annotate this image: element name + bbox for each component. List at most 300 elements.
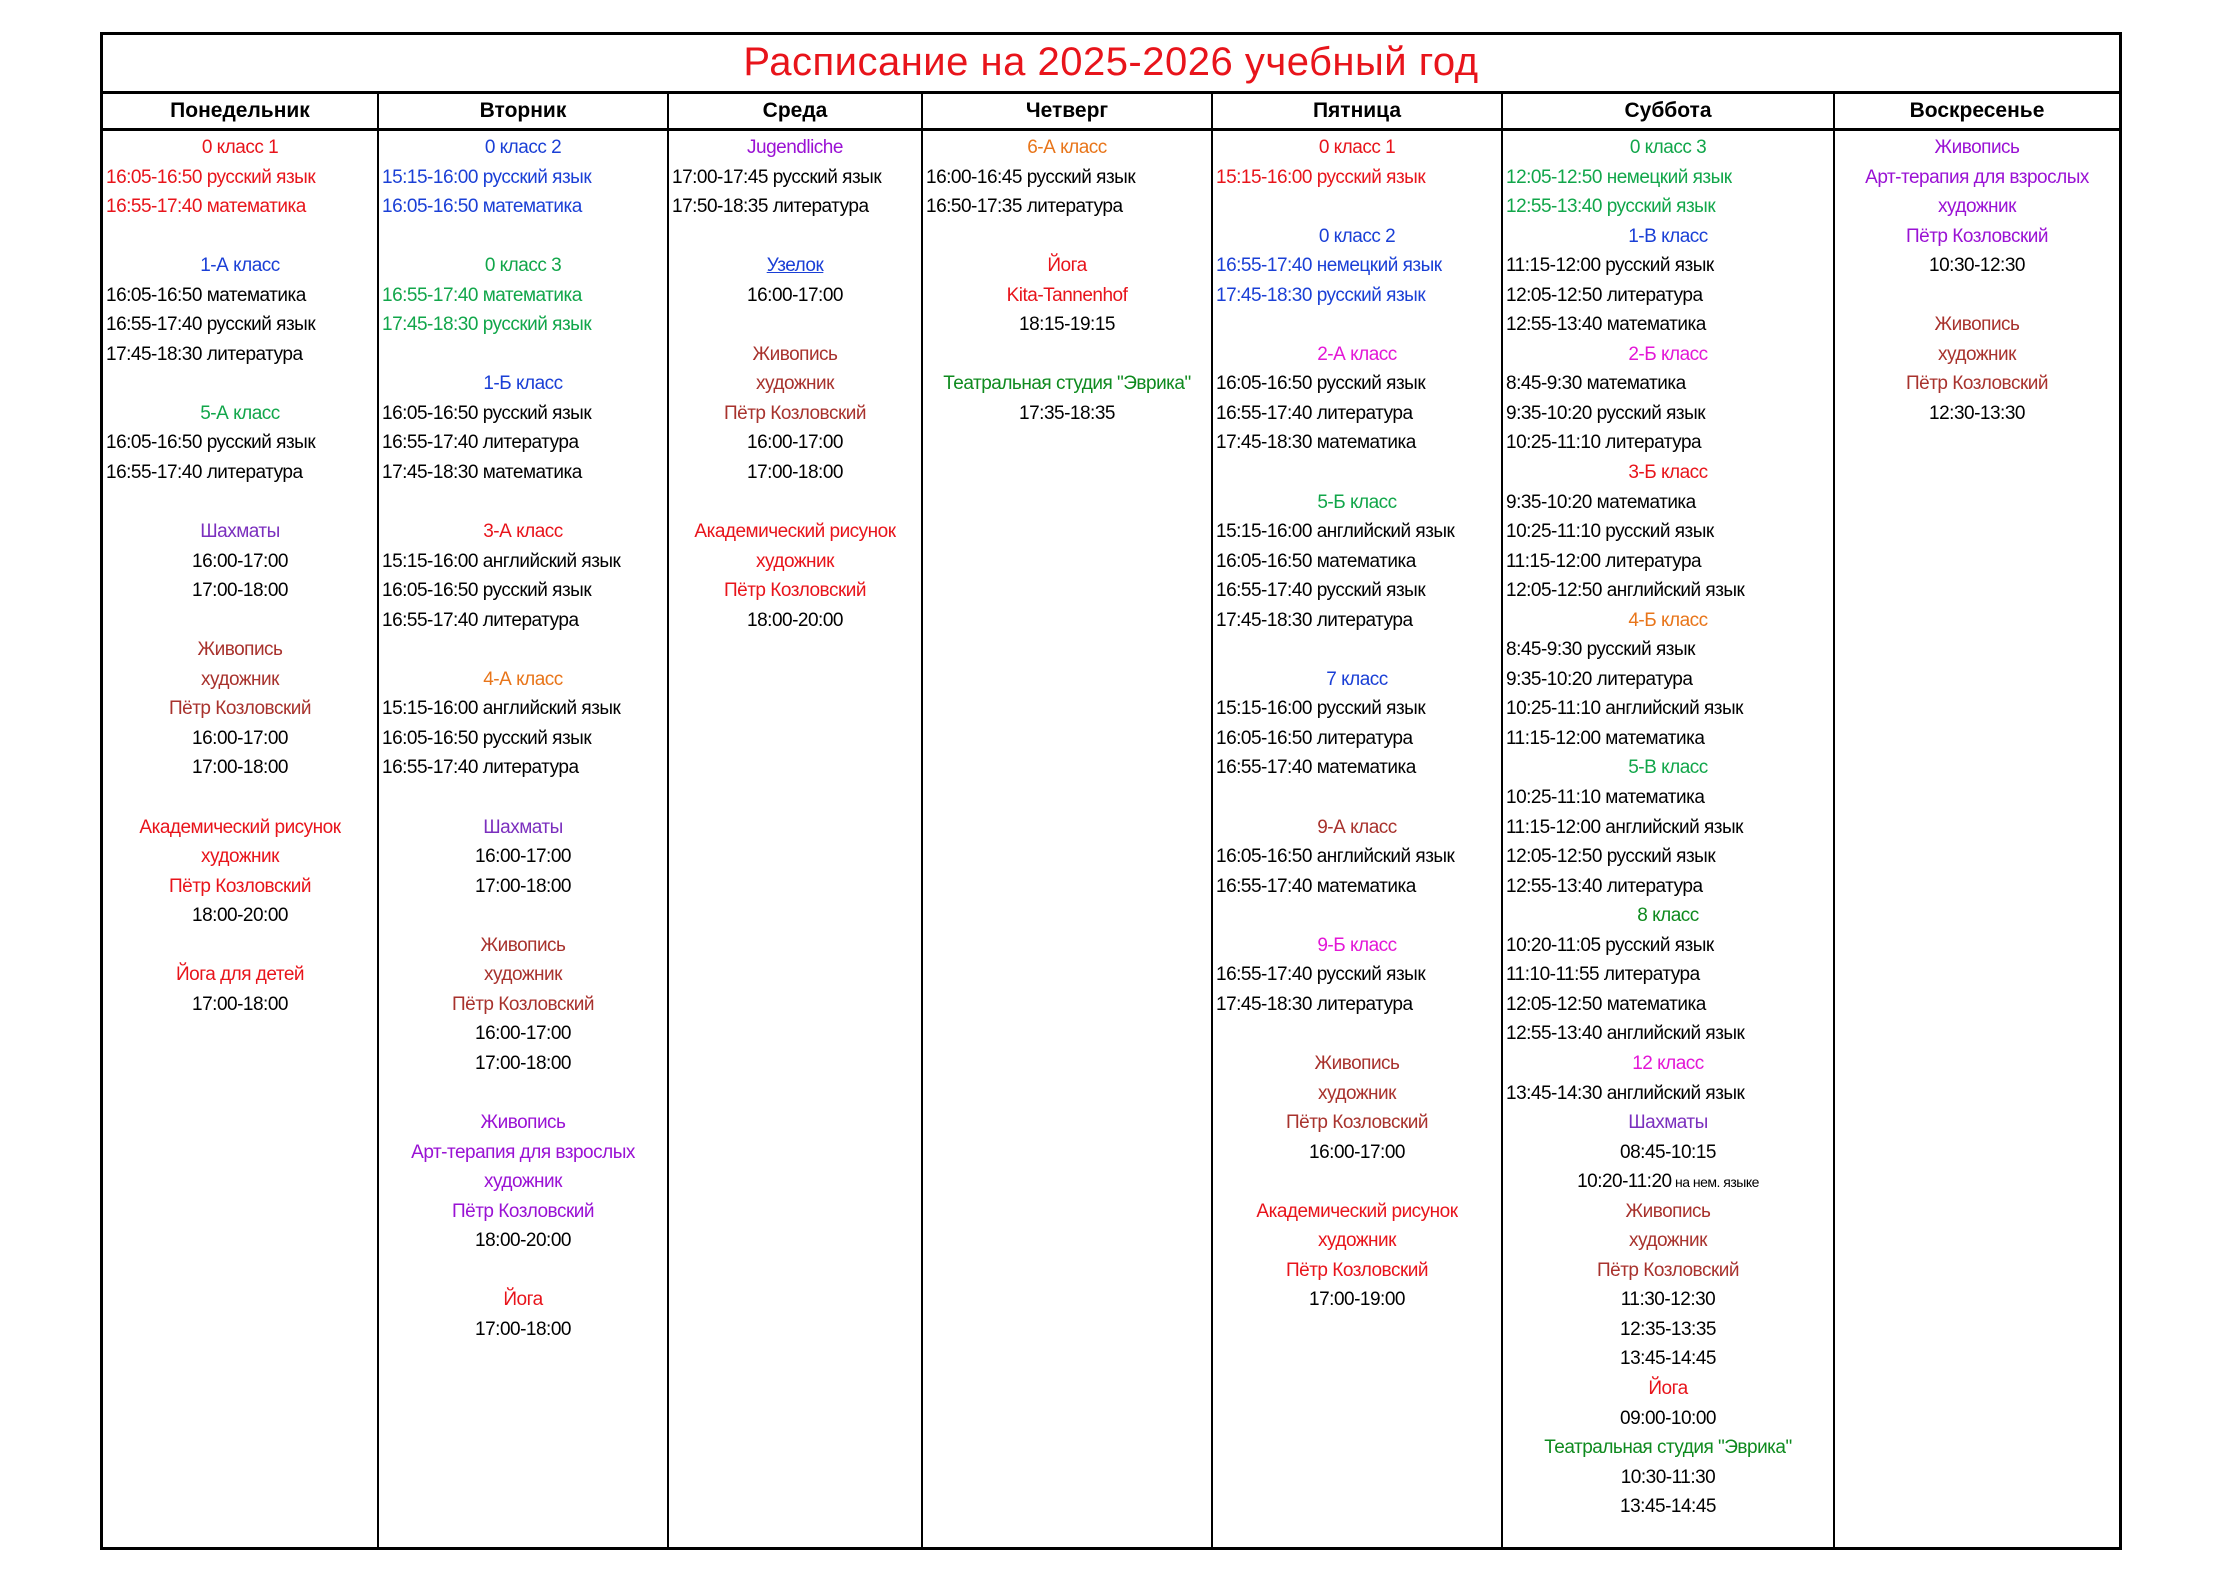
schedule-line: [1503, 458, 1833, 488]
schedule-line: [923, 163, 1211, 193]
blank-line: [103, 222, 377, 252]
schedule-line: [1213, 931, 1501, 961]
schedule-line: [103, 547, 377, 577]
schedule-line-text: 13:45-14:45: [1620, 1496, 1716, 1518]
schedule-line-text: 5-А класс: [200, 402, 280, 424]
schedule-line-text: 12:05-12:50 математика: [1506, 993, 1706, 1015]
schedule-line-text: Йога: [1648, 1377, 1688, 1399]
day-column-tuesday: [377, 94, 667, 1550]
schedule-line-text: 8:45-9:30 математика: [1506, 373, 1686, 395]
schedule-line: [379, 872, 667, 902]
schedule-line: [103, 340, 377, 370]
schedule-line-text: 15:15-16:00 русский язык: [382, 166, 592, 188]
blank-line: [1213, 192, 1501, 222]
schedule-line-text: 2-Б класс: [1628, 343, 1708, 365]
day-column-wednesday: [667, 94, 921, 1550]
schedule-line-text: художник: [756, 373, 834, 395]
schedule-line: [103, 901, 377, 931]
schedule-line-text: 0 класс 3: [1629, 137, 1707, 158]
schedule-line: [1503, 399, 1833, 429]
schedule-line: [379, 665, 667, 695]
schedule-line-text: 16:05-16:50 русский язык: [382, 580, 592, 602]
schedule-line: [1213, 576, 1501, 606]
schedule-line: [669, 606, 921, 636]
blank-line: [1213, 310, 1501, 340]
blank-line: [103, 931, 377, 961]
schedule-line: [1503, 1019, 1833, 1049]
schedule-line: [923, 251, 1211, 281]
schedule-line-text: Живопись: [752, 343, 838, 365]
day-header: Суббота: [1503, 94, 1833, 131]
schedule-line: [1835, 222, 2119, 252]
blank-line: [379, 635, 667, 665]
schedule-line: [1503, 547, 1833, 577]
schedule-line: [103, 399, 377, 429]
schedule-line-text: 18:00-20:00: [475, 1230, 571, 1252]
schedule-line-text: 10:30-12:30: [1929, 255, 2025, 277]
schedule-line: [1213, 1256, 1501, 1286]
schedule-line: [669, 133, 921, 163]
schedule-line-text: художник: [1318, 1230, 1396, 1252]
blank-line: [379, 901, 667, 931]
schedule-line-text: 16:55-17:40 русский язык: [106, 314, 316, 336]
schedule-line-text: Живопись: [1314, 1052, 1400, 1074]
schedule-line-text: 17:45-18:30 литература: [1216, 993, 1413, 1015]
schedule-line-text: Йога для детей: [175, 964, 304, 986]
schedule-line-text: 16:05-16:50 русский язык: [382, 402, 592, 424]
schedule-line: [379, 1138, 667, 1168]
schedule-line: [923, 281, 1211, 311]
schedule-line-text: Пётр Козловский: [724, 580, 866, 602]
schedule-line-text: 16:00-17:00: [475, 1023, 571, 1045]
schedule-line: [379, 428, 667, 458]
schedule-line-text: 17:00-19:00: [1309, 1289, 1405, 1311]
schedule-line: [1213, 990, 1501, 1020]
day-column-monday: [103, 94, 377, 1550]
schedule-line: [1835, 251, 2119, 281]
schedule-line-text: Пётр Козловский: [452, 993, 594, 1015]
schedule-line: [1213, 428, 1501, 458]
schedule-line-text: 16:55-17:40 математика: [382, 284, 582, 306]
schedule-line-text: 1-А класс: [200, 255, 280, 277]
schedule-line-text: 10:20-11:05 русский язык: [1506, 934, 1714, 956]
schedule-line-text: 15:15-16:00 русский язык: [1216, 698, 1426, 720]
schedule-line: [103, 753, 377, 783]
schedule-line-text: 3-А класс: [483, 521, 563, 543]
blank-line: [923, 340, 1211, 370]
blank-line: [669, 310, 921, 340]
schedule-line-text: 12:55-13:40 литература: [1506, 875, 1703, 897]
schedule-line-text: 8 класс: [1637, 905, 1699, 927]
schedule-line: [923, 399, 1211, 429]
schedule-line: [1213, 753, 1501, 783]
day-column-thursday: [921, 94, 1211, 1550]
schedule-line-text: 16:05-16:50 русский язык: [106, 166, 316, 188]
schedule-line: [1503, 369, 1833, 399]
schedule-line-text: 4-А класс: [483, 668, 563, 690]
schedule-line: [379, 1167, 667, 1197]
schedule-line: [103, 458, 377, 488]
schedule-line: [1213, 872, 1501, 902]
schedule-line-text: 7 класс: [1326, 668, 1388, 690]
schedule-line-text: 5-Б класс: [1317, 491, 1397, 513]
schedule-line: [1503, 1285, 1833, 1315]
schedule-line: [103, 163, 377, 193]
schedule-line: [379, 1049, 667, 1079]
schedule-line-text: 3-Б класс: [1628, 462, 1708, 484]
schedule-line: [1835, 310, 2119, 340]
schedule-line: [1213, 488, 1501, 518]
day-schedule: [1503, 131, 1833, 1522]
schedule-line: [669, 428, 921, 458]
schedule-line-text: 15:15-16:00 английский язык: [382, 698, 621, 720]
schedule-line: [1503, 635, 1833, 665]
schedule-line-text: 16:00-17:00: [1309, 1141, 1405, 1163]
schedule-line-text: 6-А класс: [1027, 137, 1107, 158]
schedule-line: [1835, 369, 2119, 399]
schedule-line-text: Пётр Козловский: [452, 1200, 594, 1222]
schedule-line-text: Пётр Козловский: [1906, 373, 2048, 395]
schedule-line-text: 9:35-10:20 литература: [1506, 668, 1693, 690]
schedule-line-text: Арт-терапия для взрослых: [411, 1141, 635, 1163]
schedule-line: [103, 724, 377, 754]
schedule-line: [1503, 1226, 1833, 1256]
schedule-line-text: Театральная студия "Эврика": [943, 373, 1191, 395]
schedule-line: [379, 1315, 667, 1345]
schedule-line-text: 16:55-17:40 литература: [1216, 402, 1413, 424]
schedule-line-text: Театральная студия "Эврика": [1544, 1437, 1792, 1459]
schedule-line-text: 17:45-18:30 литература: [1216, 609, 1413, 631]
blank-line: [1213, 901, 1501, 931]
schedule-line-text: 16:55-17:40 математика: [106, 196, 306, 218]
schedule-line-text: Jugendliche: [747, 137, 843, 158]
schedule-line: [669, 517, 921, 547]
schedule-line: [1835, 192, 2119, 222]
schedule-line: [1503, 222, 1833, 252]
blank-line: [1213, 1019, 1501, 1049]
schedule-line-text: 16:05-16:50 математика: [106, 284, 306, 306]
schedule-line: [379, 931, 667, 961]
schedule-line: [1835, 399, 2119, 429]
schedule-line: [1503, 753, 1833, 783]
schedule-line-text: Пётр Козловский: [1286, 1259, 1428, 1281]
schedule-line-text: 12:05-12:50 литература: [1506, 284, 1703, 306]
schedule-line: [379, 517, 667, 547]
schedule-line-text: Kita-Tannenhof: [1006, 284, 1128, 306]
schedule-line: [1503, 488, 1833, 518]
schedule-line-text: 17:45-18:30 русский язык: [1216, 284, 1426, 306]
schedule-line: [1213, 960, 1501, 990]
schedule-line: [669, 547, 921, 577]
schedule-line-text: 9-Б класс: [1317, 934, 1397, 956]
schedule-line: [1213, 133, 1501, 163]
schedule-line-text: 17:45-18:30 математика: [1216, 432, 1416, 454]
schedule-line: [1503, 340, 1833, 370]
schedule-line-text: 10:25-11:10 литература: [1506, 432, 1702, 454]
blank-line: [379, 1079, 667, 1109]
schedule-line: [1213, 842, 1501, 872]
schedule-line: [1213, 813, 1501, 843]
schedule-line-text: художник: [1938, 343, 2016, 365]
blank-line: [103, 783, 377, 813]
schedule-line: [1503, 724, 1833, 754]
schedule-line-text: 16:05-16:50 английский язык: [1216, 846, 1455, 868]
schedule-line: [103, 842, 377, 872]
schedule-line-text: 9-А класс: [1317, 816, 1397, 838]
blank-line: [669, 488, 921, 518]
blank-line: [1213, 458, 1501, 488]
schedule-line-text: 0 класс 2: [1318, 225, 1396, 247]
schedule-line: [1213, 606, 1501, 636]
schedule-line: [1213, 694, 1501, 724]
schedule-line: [1503, 310, 1833, 340]
schedule-line-text: Живопись: [1934, 314, 2020, 336]
schedule-line-text: 16:55-17:40 математика: [1216, 875, 1416, 897]
schedule-line: [379, 960, 667, 990]
schedule-line-text: 16:05-16:50 литература: [1216, 727, 1413, 749]
schedule-line: [923, 310, 1211, 340]
schedule-line-text: 11:30-12:30: [1620, 1289, 1716, 1311]
schedule-line: [1503, 931, 1833, 961]
schedule-line: [379, 753, 667, 783]
schedule-line: [669, 369, 921, 399]
schedule-line: [103, 635, 377, 665]
schedule-line: [1503, 842, 1833, 872]
schedule-line-text: художник: [201, 668, 279, 690]
schedule-line: [379, 813, 667, 843]
schedule-line-text: 11:15-12:00 математика: [1506, 727, 1705, 749]
day-column-friday: [1211, 94, 1501, 1550]
schedule-line-text: 11:10-11:55 литература: [1506, 964, 1700, 986]
day-header: Понедельник: [103, 94, 377, 131]
schedule-line-text: 17:00-18:00: [475, 875, 571, 897]
schedule-line: [923, 192, 1211, 222]
schedule-line: [1213, 1049, 1501, 1079]
blank-line: [379, 222, 667, 252]
schedule-line: [103, 813, 377, 843]
schedule-line: [1213, 251, 1501, 281]
schedule-line: [1213, 399, 1501, 429]
schedule-line: [103, 192, 377, 222]
schedule-line-text: 13:45-14:45: [1620, 1348, 1716, 1370]
schedule-line-text: 16:00-17:00: [192, 727, 288, 749]
schedule-line: [379, 251, 667, 281]
schedule-line: [103, 872, 377, 902]
schedule-line: [1503, 192, 1833, 222]
schedule-line-text: 1-В класс: [1628, 225, 1708, 247]
schedule-line: [1835, 163, 2119, 193]
schedule-line: [1213, 281, 1501, 311]
schedule-line: [669, 576, 921, 606]
schedule-line-text: 17:00-18:00: [475, 1052, 571, 1074]
day-header: Пятница: [1213, 94, 1501, 131]
schedule-line: [1503, 1108, 1833, 1138]
schedule-line-text: 1-Б класс: [483, 373, 563, 395]
schedule-line-text: 4-Б класс: [1628, 609, 1708, 631]
schedule-line: [1503, 1492, 1833, 1522]
schedule-line: [1213, 724, 1501, 754]
schedule-line-text: Живопись: [1934, 137, 2020, 158]
schedule-line-text: Живопись: [480, 1112, 566, 1134]
schedule-line-text: 16:55-17:40 литература: [382, 757, 579, 779]
schedule-line-text: Пётр Козловский: [169, 875, 311, 897]
schedule-line: [1503, 990, 1833, 1020]
schedule-line: [1503, 783, 1833, 813]
day-schedule: [669, 131, 921, 635]
schedule-line-text: художник: [1318, 1082, 1396, 1104]
schedule-line-text: Шахматы: [1628, 1112, 1708, 1134]
blank-line: [379, 1256, 667, 1286]
schedule-line-text: 17:35-18:35: [1019, 402, 1115, 424]
day-header: Среда: [669, 94, 921, 131]
schedule-line: [1503, 163, 1833, 193]
day-schedule: [103, 131, 377, 1019]
schedule-line: [1503, 1463, 1833, 1493]
schedule-line: [103, 251, 377, 281]
schedule-line: [1503, 1049, 1833, 1079]
schedule-line: [1503, 1138, 1833, 1168]
schedule-line-text: 16:05-16:50 русский язык: [106, 432, 316, 454]
schedule-line-text: Пётр Козловский: [1597, 1259, 1739, 1281]
schedule-line-text: 16:05-16:50 русский язык: [1216, 373, 1426, 395]
schedule-line: [1213, 163, 1501, 193]
day-header: Четверг: [923, 94, 1211, 131]
schedule-line-text: 12:05-12:50 немецкий язык: [1506, 166, 1732, 188]
schedule-line-text: Академический рисунок: [1256, 1200, 1458, 1222]
schedule-line-text: 16:55-17:40 математика: [1216, 757, 1416, 779]
schedule-line-text: Шахматы: [483, 816, 563, 838]
schedule-line-text: 17:45-18:30 математика: [382, 462, 582, 484]
schedule-line: [379, 133, 667, 163]
schedule-line: [1835, 133, 2119, 163]
schedule-line-text: 17:00-18:00: [192, 580, 288, 602]
schedule-line: [1213, 1108, 1501, 1138]
schedule-line-text: Пётр Козловский: [1286, 1112, 1428, 1134]
schedule-line-text: художник: [756, 550, 834, 572]
schedule-line-text: художник: [201, 846, 279, 868]
schedule-line-text: 16:55-17:40 русский язык: [1216, 964, 1426, 986]
schedule-grid: [103, 94, 2119, 1550]
schedule-line-text: 0 класс 2: [484, 137, 562, 158]
schedule-line: [379, 547, 667, 577]
schedule-line-text: Живопись: [480, 934, 566, 956]
schedule-line: [1503, 606, 1833, 636]
schedule-line: [1213, 340, 1501, 370]
day-schedule: [1213, 131, 1501, 1315]
schedule-line-text: 12 класс: [1632, 1052, 1704, 1074]
schedule-line-text: Йога: [1047, 255, 1087, 277]
schedule-line: [669, 163, 921, 193]
schedule-line-text: Пётр Козловский: [169, 698, 311, 720]
schedule-line: [1213, 1138, 1501, 1168]
schedule-line: [1835, 340, 2119, 370]
schedule-line: [379, 163, 667, 193]
schedule-line-text: 12:55-13:40 русский язык: [1506, 196, 1716, 218]
schedule-line: [1503, 1344, 1833, 1374]
schedule-line: [1503, 1079, 1833, 1109]
schedule-line: [1503, 813, 1833, 843]
schedule-line-text: 12:30-13:30: [1929, 402, 2025, 424]
schedule-line-text: 12:35-13:35: [1620, 1318, 1716, 1340]
schedule-line: [1213, 547, 1501, 577]
schedule-line: [669, 192, 921, 222]
blank-line: [103, 488, 377, 518]
schedule-line-text: 0 класс 1: [1318, 137, 1396, 158]
blank-line: [379, 340, 667, 370]
schedule-line: [1503, 872, 1833, 902]
schedule-line: [1503, 1256, 1833, 1286]
blank-line: [669, 222, 921, 252]
schedule-line-text: 17:00-17:45 русский язык: [672, 166, 882, 188]
schedule-line-text: Арт-терапия для взрослых: [1865, 166, 2089, 188]
schedule-line-text: 9:35-10:20 русский язык: [1506, 402, 1706, 424]
blank-line: [379, 783, 667, 813]
schedule-line: [669, 251, 921, 281]
schedule-line: [379, 458, 667, 488]
schedule-line: [379, 990, 667, 1020]
blank-line: [1213, 635, 1501, 665]
schedule-line-text: 10:25-11:10 математика: [1506, 787, 1705, 809]
schedule-line: [379, 1019, 667, 1049]
schedule-line-text: Живопись: [1625, 1200, 1711, 1222]
schedule-line-text: 09:00-10:00: [1620, 1407, 1716, 1429]
schedule-line: [103, 576, 377, 606]
schedule-line-text: 17:00-18:00: [192, 757, 288, 779]
schedule-line: [103, 665, 377, 695]
schedule-line-text: художник: [1938, 196, 2016, 218]
blank-line: [103, 369, 377, 399]
schedule-line: [379, 576, 667, 606]
schedule-line-text: 15:15-16:00 русский язык: [1216, 166, 1426, 188]
schedule-line: [1213, 1079, 1501, 1109]
schedule-line-text: 16:55-17:40 литература: [382, 609, 579, 631]
schedule-line: [1503, 1404, 1833, 1434]
schedule-line-text: 16:05-16:50 русский язык: [382, 727, 592, 749]
schedule-line-text: 10:20-11:20: [1577, 1171, 1672, 1193]
schedule-line: [1503, 1374, 1833, 1404]
schedule-line: [923, 133, 1211, 163]
schedule-line-text: 5-В класс: [1628, 757, 1708, 779]
schedule-line-text: Йога: [503, 1289, 543, 1311]
schedule-line-text: 11:15-12:00 английский язык: [1506, 816, 1743, 838]
day-schedule: [379, 131, 667, 1344]
schedule-line: [103, 133, 377, 163]
schedule-line-text: 13:45-14:30 английский язык: [1506, 1082, 1745, 1104]
schedule-line-text: Пётр Козловский: [1906, 225, 2048, 247]
schedule-line-text: 16:05-16:50 математика: [1216, 550, 1416, 572]
page-title: Расписание на 2025-2026 учебный год: [103, 35, 2119, 94]
schedule-line-text: 10:25-11:10 русский язык: [1506, 521, 1714, 543]
schedule-line: [1503, 665, 1833, 695]
schedule-line: [1213, 1197, 1501, 1227]
schedule-line-text: 12:55-13:40 английский язык: [1506, 1023, 1745, 1045]
schedule-line-text: Живопись: [197, 639, 283, 661]
blank-line: [103, 606, 377, 636]
blank-line: [1213, 1167, 1501, 1197]
schedule-line: [379, 694, 667, 724]
schedule-line-text: Академический рисунок: [139, 816, 341, 838]
day-column-sunday: [1833, 94, 2119, 1550]
schedule-line-text: 15:15-16:00 английский язык: [382, 550, 621, 572]
day-header: Воскресенье: [1835, 94, 2119, 131]
day-column-saturday: [1501, 94, 1833, 1550]
schedule-line: [1503, 251, 1833, 281]
day-schedule: [1835, 131, 2119, 428]
schedule-line-text: 17:00-18:00: [192, 993, 288, 1015]
schedule-line-note: на нем. языке: [1671, 1174, 1759, 1191]
schedule-line: [1503, 133, 1833, 163]
schedule-line-text: 16:55-17:40 русский язык: [1216, 580, 1426, 602]
